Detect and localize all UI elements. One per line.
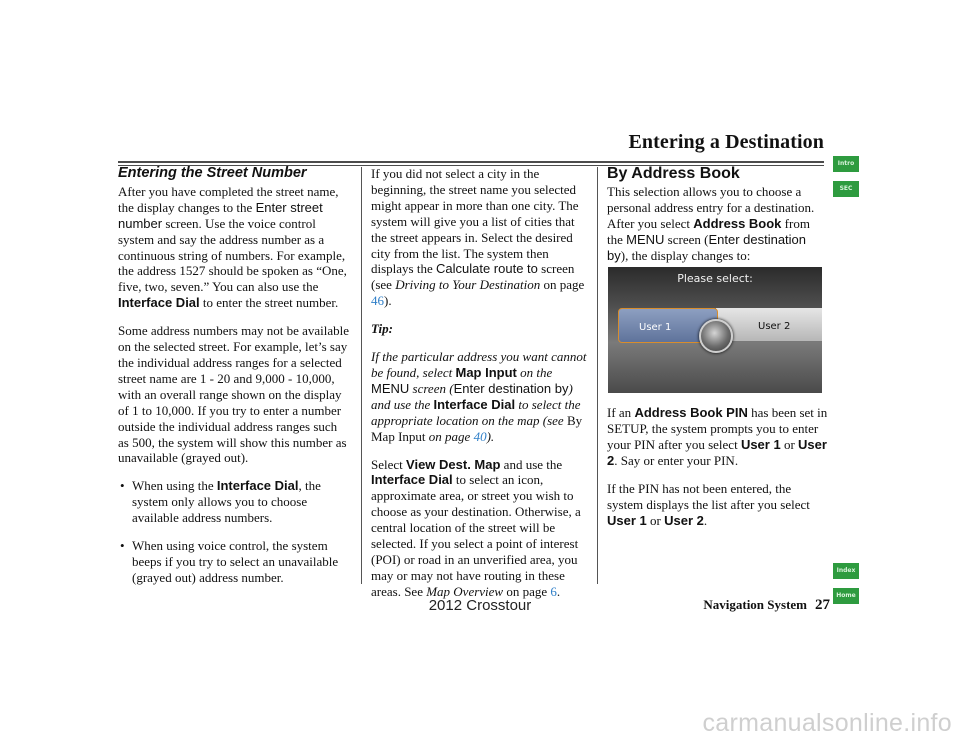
screen-prompt: Please select: [677, 272, 753, 286]
column-2 [371, 166, 593, 612]
interface-dial-knob [699, 319, 733, 353]
column-divider [361, 167, 362, 584]
tip-label: Tip: [371, 321, 393, 337]
column-3 [607, 166, 829, 541]
user-1-screen-button: User 1 [618, 308, 718, 343]
paragraph: Select View Dest. Map and use the Interface Dial to select an icon, approximate area, or street you wish to choose as your destination. Otherwise, a central location of the street will be selected. If you select a point of interest (POI) or road in an unverified area, you may or may not have routing in these areas. See Map Overview on page 6. [371, 456, 581, 599]
index-tab-button[interactable]: Index [833, 563, 859, 579]
paragraph: This selection allows you to choose a personal address entry for a destination. After you select Address Book from the MENU screen (Enter destination by), the display changes to: [607, 183, 815, 263]
page-link[interactable]: 6 [550, 583, 557, 599]
bullet-list [118, 478, 351, 585]
sec-tab-button[interactable]: SEC [833, 181, 859, 197]
user-select-screenshot [608, 267, 822, 393]
list-item: • When using the Interface Dial, the system only allows you to choose available address numbers. [118, 478, 351, 526]
page-footer: Navigation System 27 [703, 597, 830, 613]
page-link[interactable]: 46 [371, 293, 384, 309]
section-heading: Entering the Street Number [118, 165, 307, 181]
watermark: carmanualsonline.info [702, 709, 952, 737]
paragraph: Some address numbers may not be available on the selected street. For example, let’s say the individual address ranges for a selected street name are 1 - 20 and 9,000 - 10,000, with an overall range shown on the display of 1 to 10,000. If you try to enter a number outside the individual address ranges such as 500, the system will show this number as unavailable (grayed out). [118, 323, 350, 466]
paragraph: After you have completed the street name, the display changes to the Enter street number screen. Use the voice control system and say the address number as a continuous string of numbers. For example, the address 1527 should be spoken as “One, five, two, seven.” You can also use the Interface Dial to enter the street number. [118, 183, 347, 311]
tip-paragraph: If the particular address you want cannot be found, select Map Input on the MENU screen (Enter destination by) and use the Interface Dial to select the appropriate location on the map (see By Map Input on page 40). [371, 349, 587, 444]
home-tab-button[interactable]: Home [833, 588, 859, 604]
column-divider [597, 167, 598, 584]
section-heading: By Address Book [607, 165, 740, 182]
user-2-screen-button: User 2 [716, 308, 822, 341]
page-title: Entering a Destination [628, 131, 824, 153]
paragraph: If the PIN has not been entered, the system displays the list after you select User 1 or User 2. [607, 481, 810, 528]
intro-tab-button[interactable]: Intro [833, 156, 859, 172]
list-item: • When using voice control, the system beeps if you try to select an unavailable (grayed out) address number. [118, 538, 351, 586]
page-number: 27 [815, 597, 830, 613]
page-link[interactable]: 40 [473, 428, 487, 444]
column-1 [118, 166, 351, 598]
paragraph: If you did not select a city in the beginning, the street name you selected might appear in more than one city. The system will give you a list of cities that the street appears in. Select the desired city from the list. The system then displays the Calculate route to screen (see Driving to Your Destination on page 46). [371, 166, 585, 309]
model-label: 2012 Crosstour [428, 597, 532, 614]
paragraph: If an Address Book PIN has been set in SETUP, the system prompts you to enter your PIN after you select User 1 or User 2. Say or enter your PIN. [607, 405, 828, 469]
